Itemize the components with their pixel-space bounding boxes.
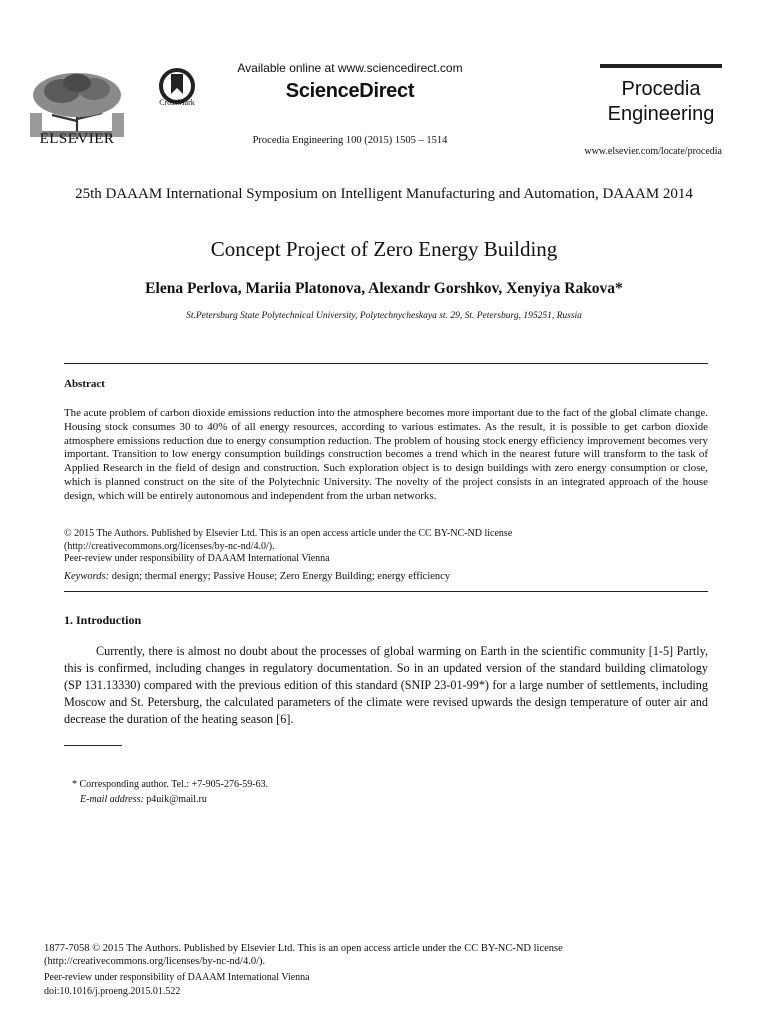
footer-doi[interactable]: doi:10.1016/j.proeng.2015.01.522 xyxy=(44,986,181,997)
email-link[interactable]: p4uik@mail.ru xyxy=(143,794,207,805)
paper-title: Concept Project of Zero Energy Building xyxy=(210,237,558,261)
keywords-line xyxy=(64,571,708,582)
author-affiliation: St.Petersburg State Polytechnical University, Polytechnycheskaya st. 29, St. Petersburg, 195251, Russia xyxy=(186,311,582,321)
author-list: Elena Perlova, Mariia Platonova, Alexandr Gorshkov, Xenyiya Rakova* xyxy=(145,280,623,297)
footer-license-link[interactable]: (http://creativecommons.org/licenses/by-nc-nd/4.0/). xyxy=(44,956,266,967)
footer-license-line-1: 1877-7058 © 2015 The Authors. Published by Elsevier Ltd. This is an open access article under the CC BY-NC-ND license xyxy=(44,943,563,954)
publisher-wordmark: ELSEVIER xyxy=(39,131,115,147)
journal-citation: Procedia Engineering 100 (2015) 1505 – 1514 xyxy=(252,135,448,146)
journal-header-rule xyxy=(600,64,722,68)
email-note xyxy=(80,794,207,805)
abstract-paragraph: The acute problem of carbon dioxide emissions reduction into the atmosphere becomes more important due to the fact of the global climate change. Housing stock consumes 30 to 40% of all energy resources, according to various estimates. As the result, it is possible to get carbon dioxide atmosphere emissions reduction due to energy consumption reduction. The problem of housing stock energy efficiency improvement becomes very important. Transition to low energy consumption buildings construction becomes a trend which in the nearest future will transform to the task of Applied Research in the field of design and construction. Such exploration object is to design buildings with zero energy consumption or close, which is planned construct on the site of the Polytechnic University. The novelty of the project consists in an integrated approach of the house design, which will be entirely autonomous and independent from the urban networks. xyxy=(64,407,708,502)
sciencedirect-logo: ScienceDirect xyxy=(285,80,415,102)
corresponding-author-note: * Corresponding author. Tel.: +7-905-276-59-63. xyxy=(72,779,269,790)
abstract-bottom-rule xyxy=(64,591,708,592)
peer-review-line: Peer-review under responsibility of DAAAM International Vienna xyxy=(64,553,330,564)
introduction-body xyxy=(64,643,708,728)
license-link[interactable]: (http://creativecommons.org/licenses/by-nc-nd/4.0/). xyxy=(64,540,275,552)
abstract-top-rule xyxy=(64,363,708,364)
keywords-list: design; thermal energy; Passive House; Zero Energy Building; energy efficiency xyxy=(109,571,451,582)
keywords-label: Keywords: xyxy=(64,571,110,582)
footer-peer-review: Peer-review under responsibility of DAAAM International Vienna xyxy=(44,972,310,983)
abstract-heading: Abstract xyxy=(64,378,105,390)
abstract-body xyxy=(64,407,708,504)
section-heading-introduction: 1. Introduction xyxy=(64,613,142,627)
crossmark-label: CrossMark xyxy=(159,98,195,107)
email-label: E-mail address: xyxy=(80,794,144,805)
abstract-license xyxy=(64,528,708,566)
available-online-text: Available online at www.sciencedirect.com xyxy=(237,61,463,75)
footer-license xyxy=(44,942,744,968)
license-line-1: © 2015 The Authors. Published by Elsevier Ltd. This is an open access article under the CC BY-NC-ND license xyxy=(64,528,513,539)
footnote-rule xyxy=(64,745,122,746)
symposium-name: 25th DAAAM International Symposium on Intelligent Manufacturing and Automation, DAAAM 2014 xyxy=(75,186,693,202)
journal-url-link[interactable]: www.elsevier.com/locate/procedia xyxy=(584,146,722,157)
introduction-paragraph: Currently, there is almost no doubt about the processes of global warming on Earth in the scientific community [1-5] Partly, this is confirmed, including changes in regulatory documentation. So in an updated version of the standard building climatology (SP 131.13330) compared with the previous edition of this standard (SNIP 23-01-99*) for a large number of settlements, including Moscow and St. Petersburg, the calculated parameters of the climate were revised upwards the design temperature of outer air and decrease the duration of the heating season [6]. xyxy=(64,644,708,726)
journal-title xyxy=(600,77,722,127)
journal-title-line1: Procedia xyxy=(621,78,701,100)
journal-title-line2: Engineering xyxy=(607,103,715,125)
